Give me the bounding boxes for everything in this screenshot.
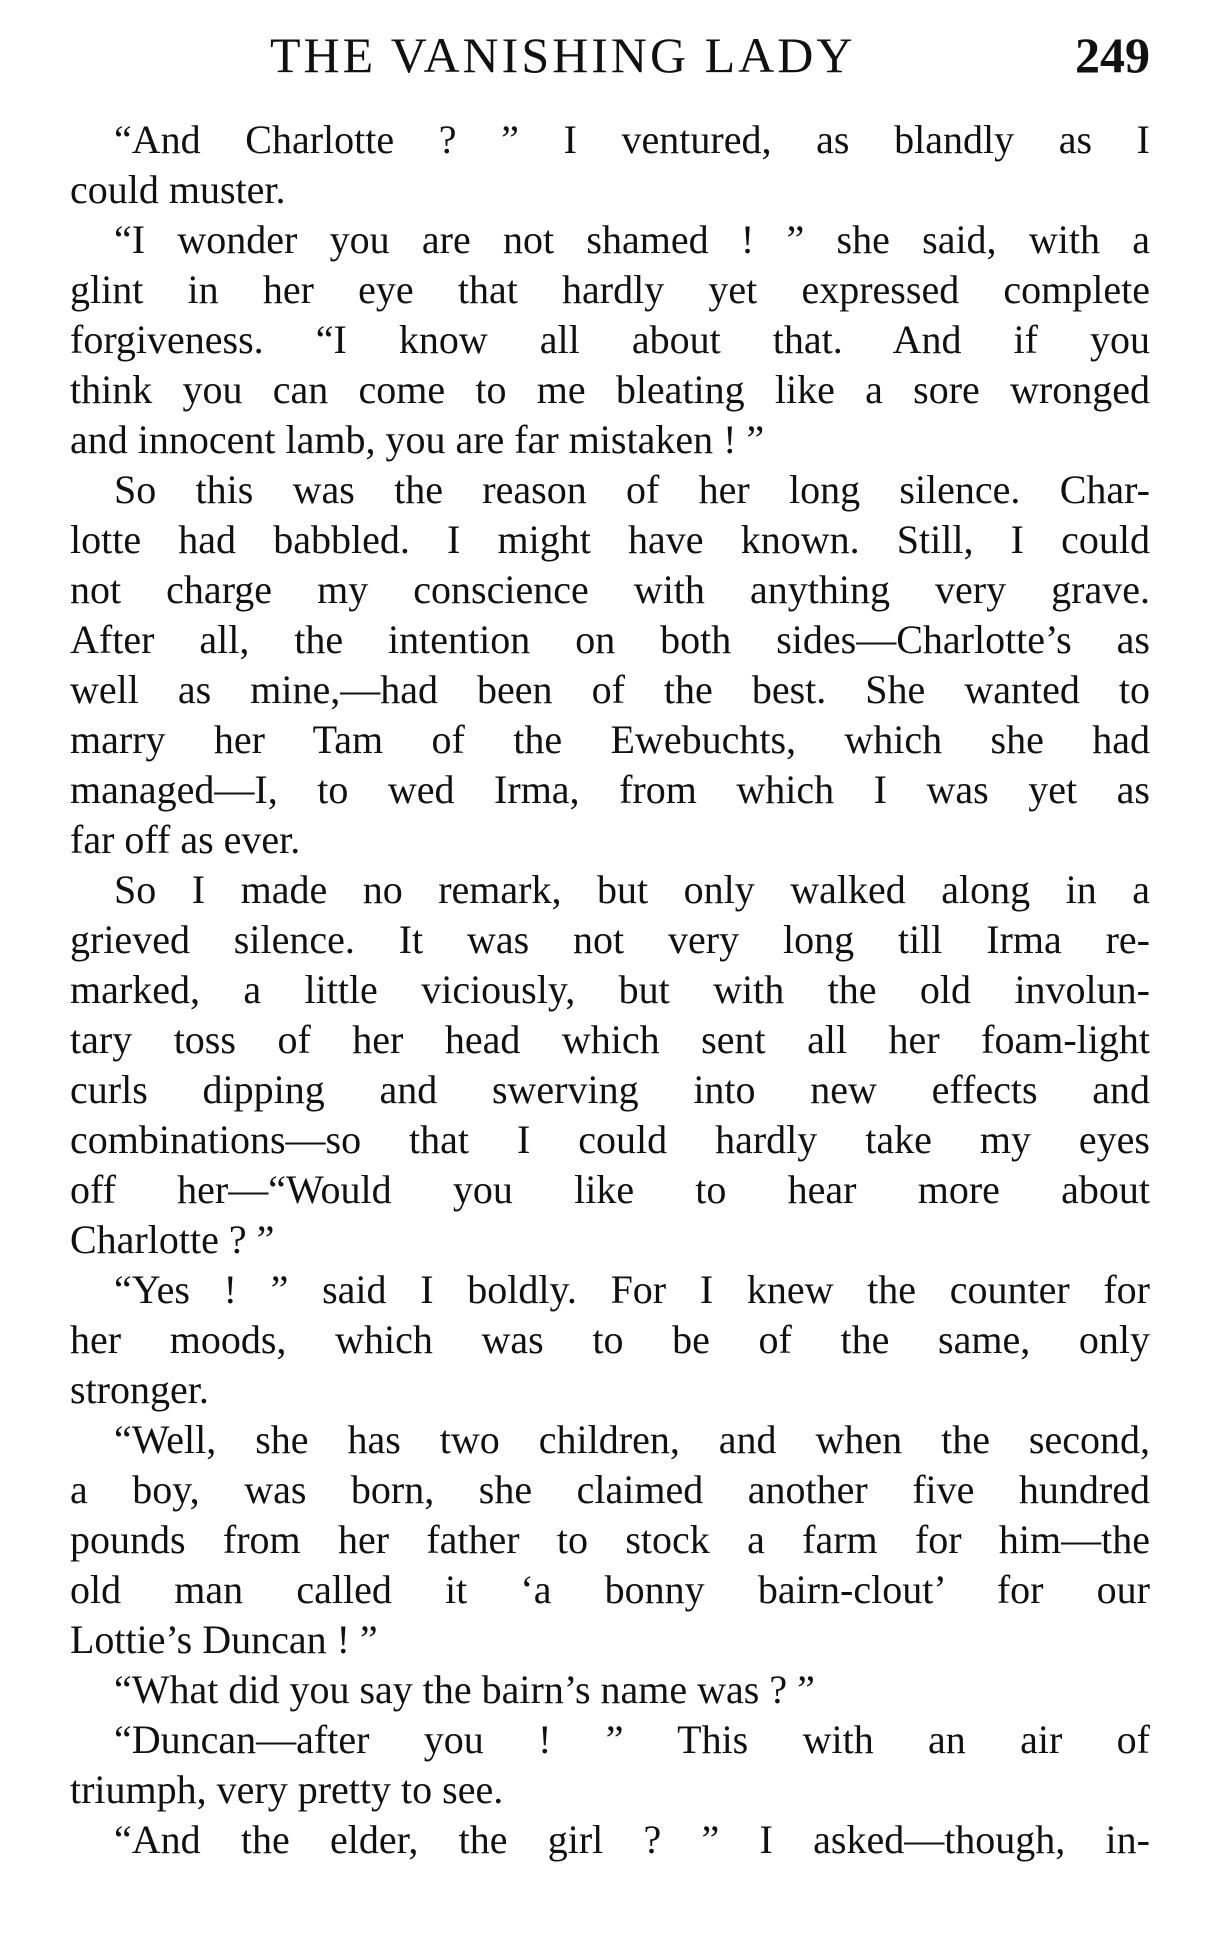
text-line: So I made no remark, but only walked along in a xyxy=(114,867,1150,912)
text-line: After all, the intention on both sides—Charlotte’s as xyxy=(70,617,1150,662)
text-line: “And Charlotte ? ” I ventured, as blandly as I xyxy=(114,117,1150,162)
text-line: grieved silence. It was not very long till Irma re- xyxy=(70,917,1150,962)
text-line: combinations—so that I could hardly take my eyes xyxy=(70,1117,1150,1162)
text-line: a boy, was born, she claimed another five hundred xyxy=(70,1467,1150,1512)
text-line: glint in her eye that hardly yet expressed complete xyxy=(70,267,1150,312)
text-line: far off as ever. xyxy=(70,817,301,862)
text-line: “I wonder you are not shamed ! ” she said, with a xyxy=(114,217,1150,262)
text-line: and innocent lamb, you are far mistaken ! ” xyxy=(70,417,765,462)
text-line: pounds from her father to stock a farm for him—the xyxy=(70,1517,1150,1562)
running-head xyxy=(70,20,1150,90)
text-line: Lottie’s Duncan ! ” xyxy=(70,1617,378,1662)
text-line: “Well, she has two children, and when the second, xyxy=(114,1417,1150,1462)
text-line: off her—“Would you like to hear more about xyxy=(70,1167,1150,1212)
text-line: “Duncan—after you ! ” This with an air of xyxy=(114,1717,1150,1762)
text-line: “What did you say the bairn’s name was ? ” xyxy=(114,1667,815,1712)
text-line: “Yes ! ” said I boldly. For I knew the counter for xyxy=(114,1267,1150,1312)
text-line: curls dipping and swerving into new effects and xyxy=(70,1067,1150,1112)
text-line: triumph, very pretty to see. xyxy=(70,1767,504,1812)
text-line: lotte had babbled. I might have known. Still, I could xyxy=(70,517,1150,562)
text-line: forgiveness. “I know all about that. And if you xyxy=(70,317,1150,362)
text-line: old man called it ‘a bonny bairn-clout’ for our xyxy=(70,1567,1150,1612)
text-line: marked, a little viciously, but with the old involun- xyxy=(70,967,1150,1012)
text-line: could muster. xyxy=(70,167,286,212)
text-line: “And the elder, the girl ? ” I asked—though, in- xyxy=(114,1817,1150,1862)
page-number: 249 xyxy=(1075,27,1150,83)
text-line: not charge my conscience with anything very grave. xyxy=(70,567,1150,612)
text-line: tary toss of her head which sent all her foam-light xyxy=(70,1017,1150,1062)
text-line: managed—I, to wed Irma, from which I was yet as xyxy=(70,767,1150,812)
running-title: THE VANISHING LADY xyxy=(270,27,856,83)
text-line: So this was the reason of her long silence. Char- xyxy=(114,467,1150,512)
text-line: think you can come to me bleating like a sore wronged xyxy=(70,367,1150,412)
text-line: Charlotte ? ” xyxy=(70,1217,275,1262)
body-text xyxy=(70,115,1150,1865)
text-line: well as mine,—had been of the best. She wanted to xyxy=(70,667,1150,712)
text-line: stronger. xyxy=(70,1367,209,1412)
text-line: marry her Tam of the Ewebuchts, which she had xyxy=(70,717,1150,762)
text-line: her moods, which was to be of the same, only xyxy=(70,1317,1150,1362)
